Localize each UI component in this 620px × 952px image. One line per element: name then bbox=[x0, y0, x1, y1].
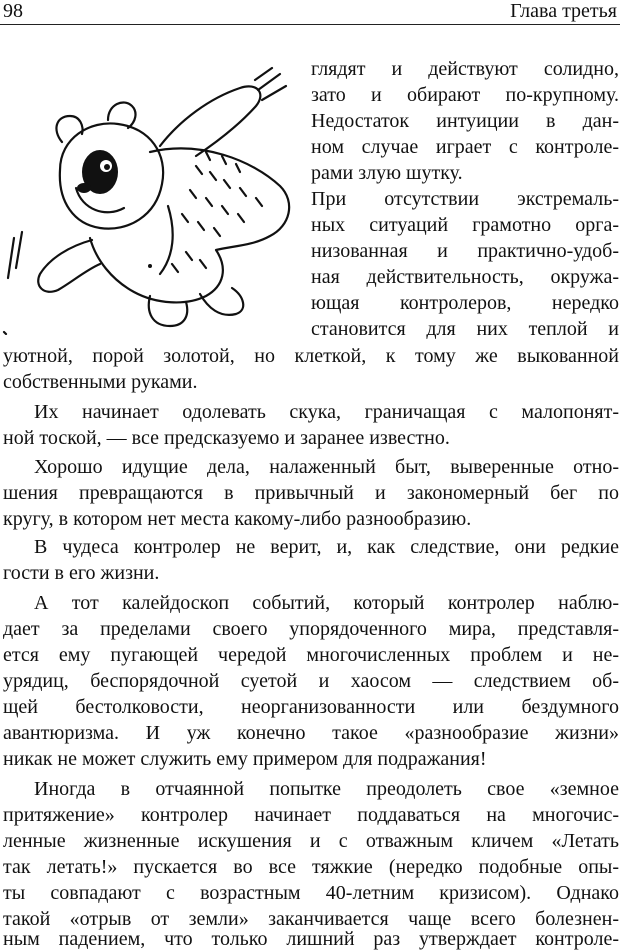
text-line: низованная и практично-удоб- bbox=[311, 240, 619, 262]
text-line: притяжение» контролер начинает поддаваться на многочис- bbox=[3, 804, 619, 826]
text-line: авантюризма. И уж конечно такое «разнообразие жизни» bbox=[3, 722, 619, 744]
text-line: рами злую шутку. bbox=[311, 162, 463, 184]
text-line: кругу, в котором нет места какому-либо разнообразию. bbox=[3, 508, 472, 530]
text-line: Их начинает одолевать скука, граничащая с малопонят- bbox=[34, 401, 619, 423]
text-line: собственными руками. bbox=[3, 371, 198, 393]
text-line: В чудеса контролер не верит, и, как следствие, они редкие bbox=[34, 536, 619, 558]
cartoon-bear-illustration bbox=[0, 60, 300, 335]
text-line: Хорошо идущие дела, налаженный быт, выверенные отно- bbox=[34, 456, 619, 478]
chapter-title: Глава третья bbox=[510, 0, 617, 22]
text-line: ется ему пугающей чередой многочисленных проблем и не- bbox=[3, 644, 619, 666]
page-number: 98 bbox=[3, 0, 23, 22]
text-line: ты совпадают с возрастным 40-летним кризисом). Однако bbox=[3, 882, 619, 904]
text-line: такой «отрыв от земли» заканчивается чаще всего болезнен- bbox=[3, 908, 619, 930]
text-line: дает за пределами своего упорядоченного мира, представля- bbox=[3, 618, 619, 640]
text-line: ном случае играет с контроле- bbox=[311, 136, 619, 158]
text-line: А тот калейдоскоп событий, который контролер наблю- bbox=[34, 592, 619, 614]
text-line: Недостаток интуиции в дан- bbox=[311, 110, 619, 132]
text-line: гости в его жизни. bbox=[3, 562, 160, 584]
text-line: ных ситуаций грамотно орга- bbox=[311, 214, 619, 236]
text-line: зато и обирают по-крупному. bbox=[311, 84, 619, 106]
text-line: При отсутствии экстремаль- bbox=[311, 188, 619, 210]
text-line: так летать!» пускается во все тяжкие (нередко подобные опы- bbox=[3, 856, 619, 878]
page-header bbox=[0, 0, 620, 25]
text-line: никак не может служить ему примером для подражания! bbox=[3, 748, 487, 770]
text-line: ющая контролеров, нередко bbox=[311, 292, 619, 314]
text-line: ная действительность, окружа- bbox=[311, 266, 619, 288]
text-line: шения превращаются в привычный и закономерный бег по bbox=[3, 482, 619, 504]
text-line: щей бестолковости, неорганизованности или бездумного bbox=[3, 696, 619, 718]
text-line: Иногда в отчаянной попытке преодолеть свое «земное bbox=[34, 778, 619, 800]
text-line: урядиц, беспорядочной суетой и хаосом — следствием об- bbox=[3, 670, 619, 692]
text-line: ным падением, что только лишний раз утверждает контроле- bbox=[3, 928, 619, 950]
text-line: уютной, порой золотой, но клеткой, к тому же выкованной bbox=[3, 345, 619, 367]
text-line: ленные жизненные искушения и с отважным кличем «Летать bbox=[3, 830, 619, 852]
text-line: становится для них теплой и bbox=[311, 318, 619, 340]
text-line: ной тоской, — все предсказуемо и заранее известно. bbox=[3, 427, 450, 449]
text-line: глядят и действуют солидно, bbox=[311, 58, 619, 80]
